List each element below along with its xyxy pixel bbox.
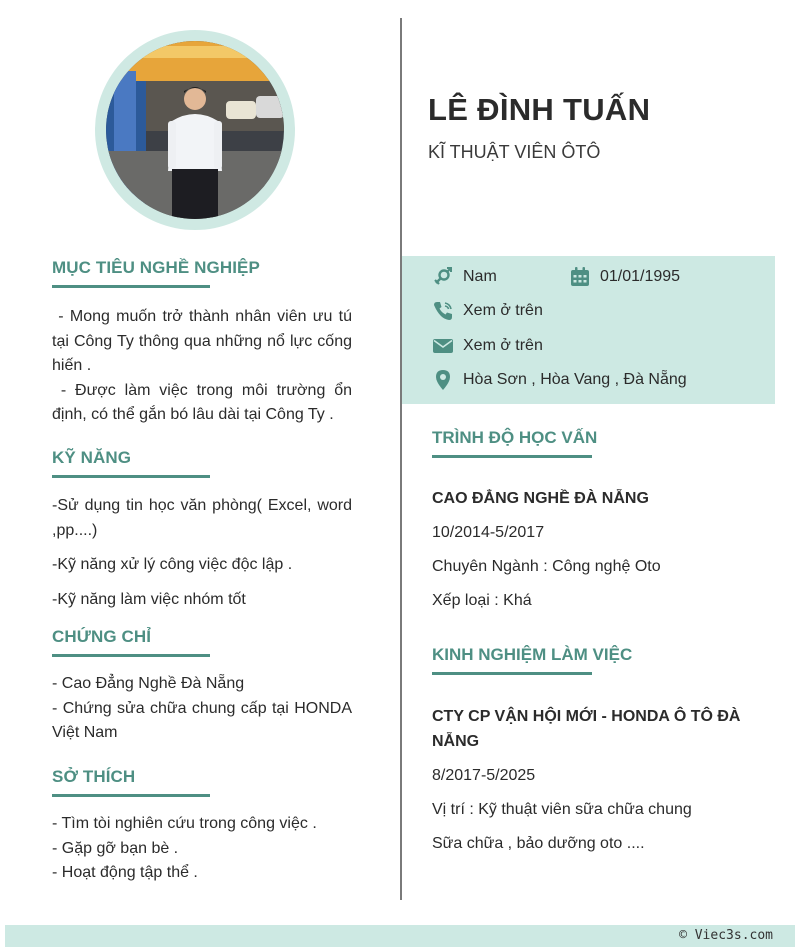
contact-info-box — [402, 256, 775, 404]
education-underline — [432, 455, 592, 458]
skill-item: -Kỹ năng làm việc nhóm tốt — [52, 590, 246, 608]
address-value: Hòa Sơn , Hòa Vang , Đà Nẵng — [463, 371, 687, 388]
skill-item: -Sử dụng tin học văn phòng( Excel, word ,pp....) — [52, 497, 352, 539]
gender-value: Nam — [463, 268, 497, 285]
experience-title: KINH NGHIỆM LÀM VIỆC — [432, 645, 633, 664]
education-school: CAO ĐẲNG NGHỀ ĐÀ NẴNG — [432, 490, 649, 507]
job-title: KĨ THUẬT VIÊN ÔTÔ — [428, 142, 601, 162]
footer-brand[interactable]: © Viec3s.com — [679, 928, 773, 943]
experience-period: 8/2017-5/2025 — [432, 767, 536, 784]
address-row — [432, 369, 687, 391]
objective-title: MỤC TIÊU NGHỀ NGHIỆP — [52, 258, 260, 277]
certificate-item: - Cao Đẳng Nghề Đà Nẵng — [52, 675, 245, 692]
envelope-icon — [432, 335, 454, 357]
skill-item: -Kỹ năng xử lý công việc độc lập . — [52, 556, 293, 573]
certificates-title: CHỨNG CHỈ — [52, 627, 152, 646]
hobby-item: - Tìm tòi nghiên cứu trong công việc . — [52, 815, 317, 832]
birthday-value: 01/01/1995 — [600, 268, 681, 285]
hobby-item: - Hoạt động tập thể . — [52, 864, 198, 881]
email-value: Xem ở trên — [463, 337, 543, 354]
skills-underline — [52, 475, 210, 478]
hobbies-title: SỞ THÍCH — [52, 767, 136, 786]
email-row — [432, 335, 543, 357]
objective-line: - Mong muốn trở thành nhân viên ưu tú tại Công Ty thông qua những nổ lực cống hiến . — [52, 308, 357, 374]
experience-underline — [432, 672, 592, 675]
avatar — [106, 41, 284, 219]
avatar-photo — [106, 41, 284, 219]
map-pin-icon — [432, 369, 454, 391]
column-divider — [400, 18, 402, 900]
hobbies-section — [52, 767, 352, 886]
full-name: LÊ ĐÌNH TUẤN — [428, 92, 651, 127]
education-grade: Xếp loại : Khá — [432, 592, 532, 609]
calendar-icon — [569, 266, 591, 288]
experience-description: Sữa chữa , bảo dưỡng oto .... — [432, 835, 645, 852]
objective-section — [52, 258, 357, 428]
education-title: TRÌNH ĐỘ HỌC VẤN — [432, 428, 598, 447]
education-major: Chuyên Ngành : Công nghệ Oto — [432, 558, 661, 575]
skills-title: KỸ NĂNG — [52, 448, 132, 467]
gender-row — [432, 266, 497, 288]
certificates-underline — [52, 654, 210, 657]
experience-position: Vị trí : Kỹ thuật viên sữa chữa chung — [432, 801, 692, 818]
certificates-section — [52, 627, 352, 746]
phone-row — [432, 300, 543, 322]
footer-bar — [5, 925, 795, 947]
experience-company: CTY CP VẬN HỘI MỚI - HONDA Ô TÔ ĐÀ NẴNG — [432, 708, 741, 750]
hobby-item: - Gặp gỡ bạn bè . — [52, 839, 179, 857]
education-section — [432, 428, 762, 610]
education-period: 10/2014-5/2017 — [432, 524, 545, 541]
hobbies-underline — [52, 794, 210, 797]
phone-icon — [432, 300, 454, 322]
skills-section — [52, 448, 352, 612]
experience-section — [432, 645, 762, 853]
birthday-row — [569, 266, 680, 288]
certificate-item: - Chứng sửa chữa chung cấp tại HONDA Việt Nam — [52, 699, 352, 741]
objective-line: - Được làm việc trong môi trường ổn định, có thể gắn bó lâu dài tại Công Ty . — [52, 381, 357, 423]
gender-icon — [432, 266, 454, 288]
objective-underline — [52, 285, 210, 288]
phone-value: Xem ở trên — [463, 302, 543, 319]
